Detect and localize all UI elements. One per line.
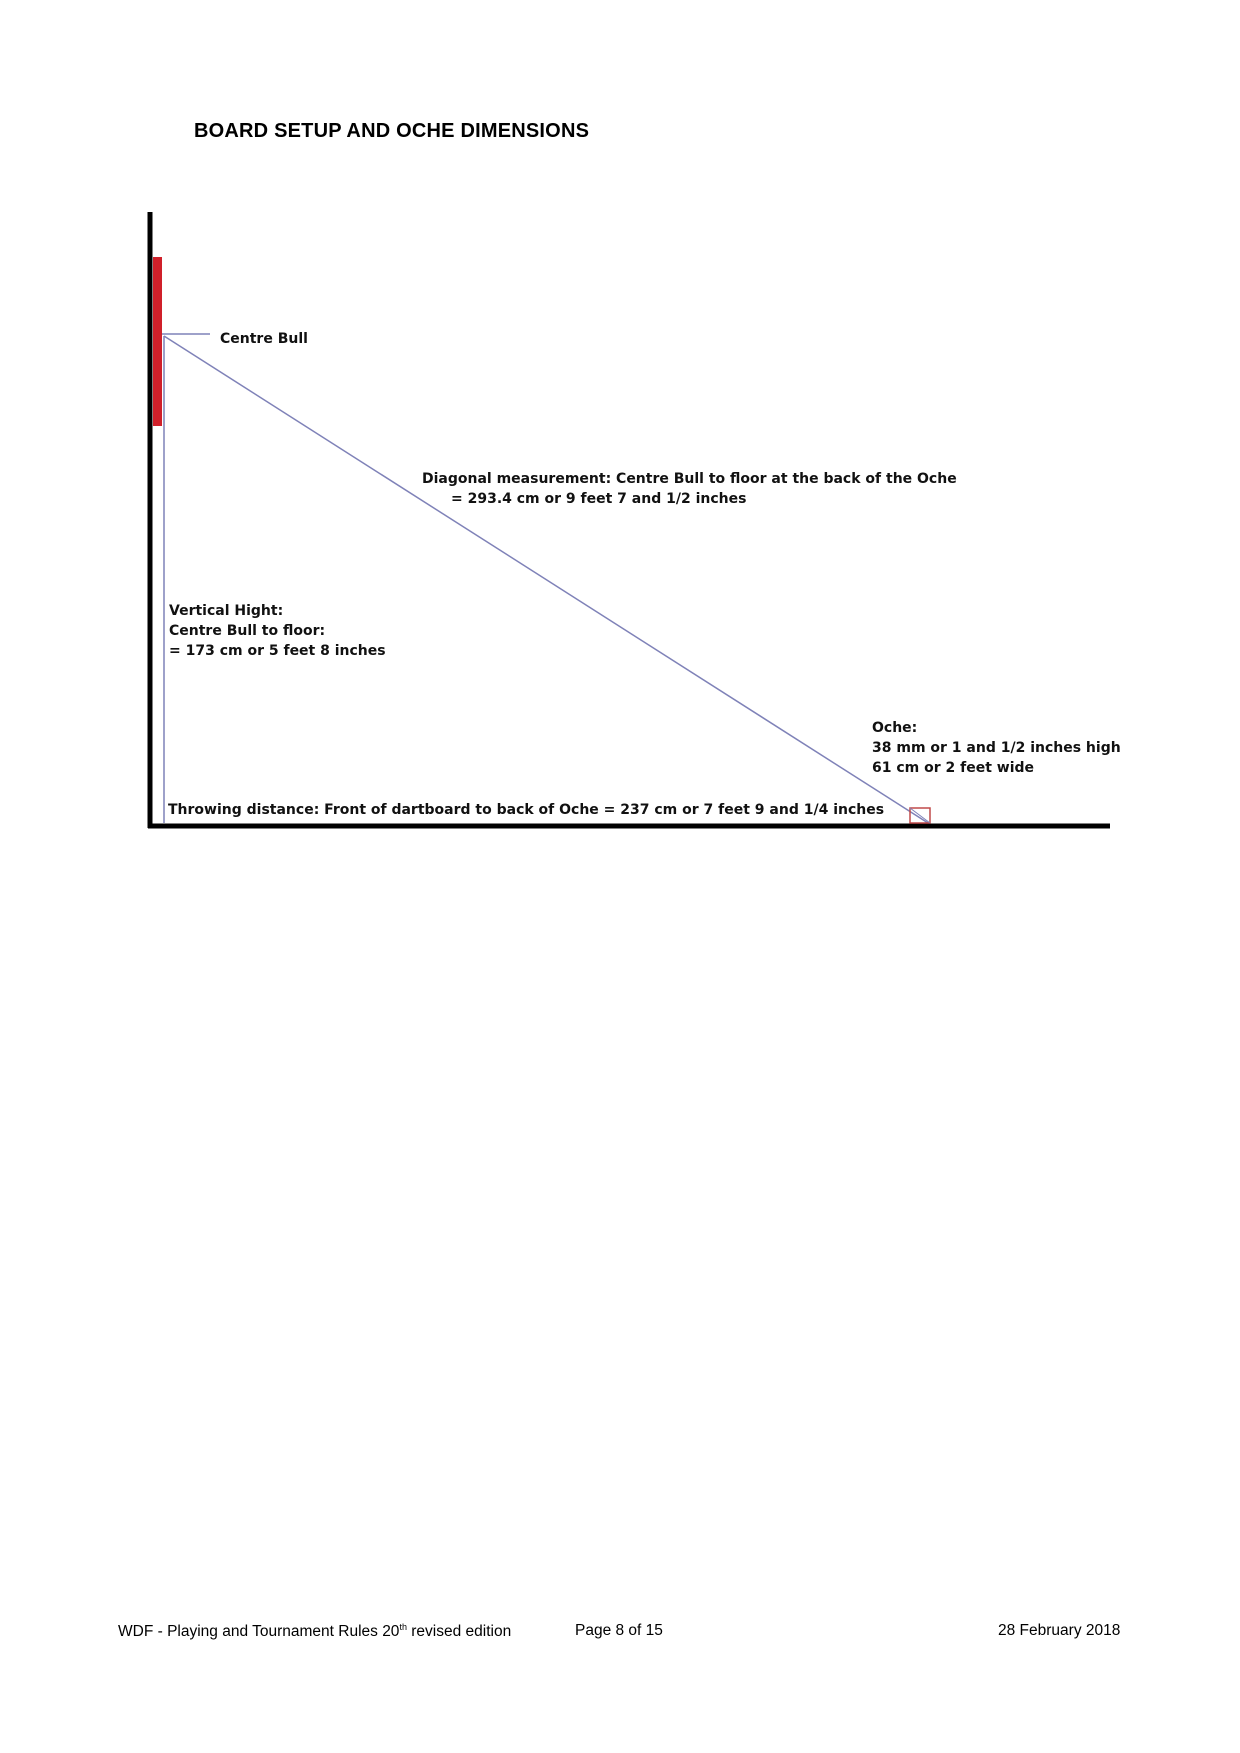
diagonal-label-line1: Diagonal measurement: Centre Bull to floor at the back of the Oche xyxy=(422,471,957,487)
oche-label-line3: 61 cm or 2 feet wide xyxy=(872,760,1035,776)
centre-bull-label: Centre Bull xyxy=(220,331,308,347)
vertical-label-line1: Vertical Hight: xyxy=(169,603,284,619)
footer-page-number: Page 8 of 15 xyxy=(575,1622,663,1639)
diagonal-label-line2: = 293.4 cm or 9 feet 7 and 1/2 inches xyxy=(451,491,747,507)
diagonal-line xyxy=(164,336,928,823)
oche-label-line1: Oche: xyxy=(872,720,918,736)
oche-diagonal xyxy=(910,808,930,823)
dartboard xyxy=(153,257,162,426)
footer-title-text: WDF - Playing and Tournament Rules 20 xyxy=(118,1623,400,1641)
footer-document-title xyxy=(118,1622,511,1641)
oche-label-line2: 38 mm or 1 and 1/2 inches high xyxy=(872,740,1121,756)
throwing-distance-label: Throwing distance: Front of dartboard to back of Oche = 237 cm or 7 feet 9 and 1/4 inches xyxy=(168,802,885,818)
page-heading: BOARD SETUP AND OCHE DIMENSIONS xyxy=(194,120,590,142)
vertical-label-line2: Centre Bull to floor: xyxy=(169,623,326,639)
footer-date: 28 February 2018 xyxy=(998,1622,1121,1639)
footer-title-suffix: revised edition xyxy=(406,1623,512,1641)
footer-title-sup: th xyxy=(399,1622,407,1632)
vertical-label-line3: = 173 cm or 5 feet 8 inches xyxy=(169,643,386,659)
